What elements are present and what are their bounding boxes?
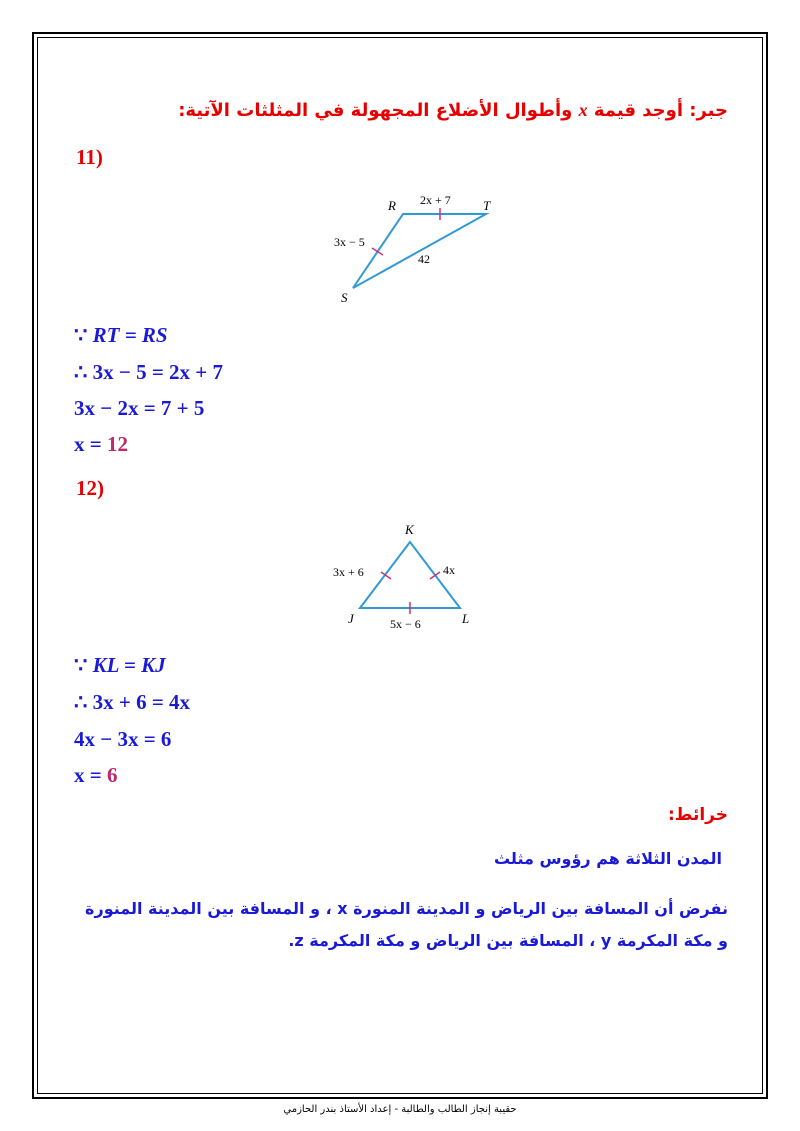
p11-line-3: 3x − 2x = 7 + 5 (74, 396, 205, 420)
problem-12-number: 12) (76, 476, 104, 500)
section-heading: جبر: أوجد قيمة x وأطوال الأضلاع المجهولة في المثلثات الآتية: (178, 100, 728, 121)
vertex-j-label: J (348, 611, 354, 626)
maps-line-1: المدن الثلاثة هم رؤوس مثلث (493, 849, 722, 868)
problem-11-number: 11) (76, 145, 103, 169)
p11-line-2: ∴ 3x − 5 = 2x + 7 (74, 360, 224, 384)
vertex-l-label: L (462, 611, 470, 626)
vertex-r-label: R (388, 198, 396, 213)
maps-line-3: و مكة المكرمة y ، المسافة بين الرياض و مكة المكرمة z. (288, 931, 728, 950)
p12-answer: 6 (106, 763, 118, 787)
side-jk-label: 3x + 6 (333, 565, 364, 579)
triangle-rst-figure (326, 188, 506, 308)
p11-line-4: x = 12 (74, 432, 128, 456)
p12-line-3: 4x − 3x = 6 (74, 727, 172, 751)
p11-line-1: ∵ RT = RS (74, 323, 168, 347)
triangle-jkl-figure (326, 520, 496, 635)
p12-line-2: ∴ 3x + 6 = 4x (74, 690, 191, 714)
maps-line-2: نفرض أن المسافة بين الرياض و المدينة المنورة x ، و المسافة بين المدينة المنورة (85, 899, 728, 918)
side-jl-label: 5x − 6 (390, 617, 421, 631)
side-kl-label: 4x (443, 563, 455, 577)
p12-line-1: ∵ KL = KJ (74, 653, 166, 677)
vertex-k-label: K (405, 522, 414, 537)
p11-answer: 12 (106, 432, 128, 456)
vertex-t-label: T (483, 198, 491, 213)
vertex-s-label: S (341, 290, 348, 305)
p12-line-4: x = 6 (74, 763, 118, 787)
side-rt-label: 2x + 7 (420, 193, 451, 207)
side-rs-label: 3x − 5 (334, 235, 365, 249)
footer-credit: حقيبة إنجاز الطالب والطالبة - إعداد الأستاذ بندر الحازمي (283, 1104, 517, 1115)
side-st-label: 42 (418, 252, 430, 266)
maps-heading: خرائط: (667, 805, 728, 825)
